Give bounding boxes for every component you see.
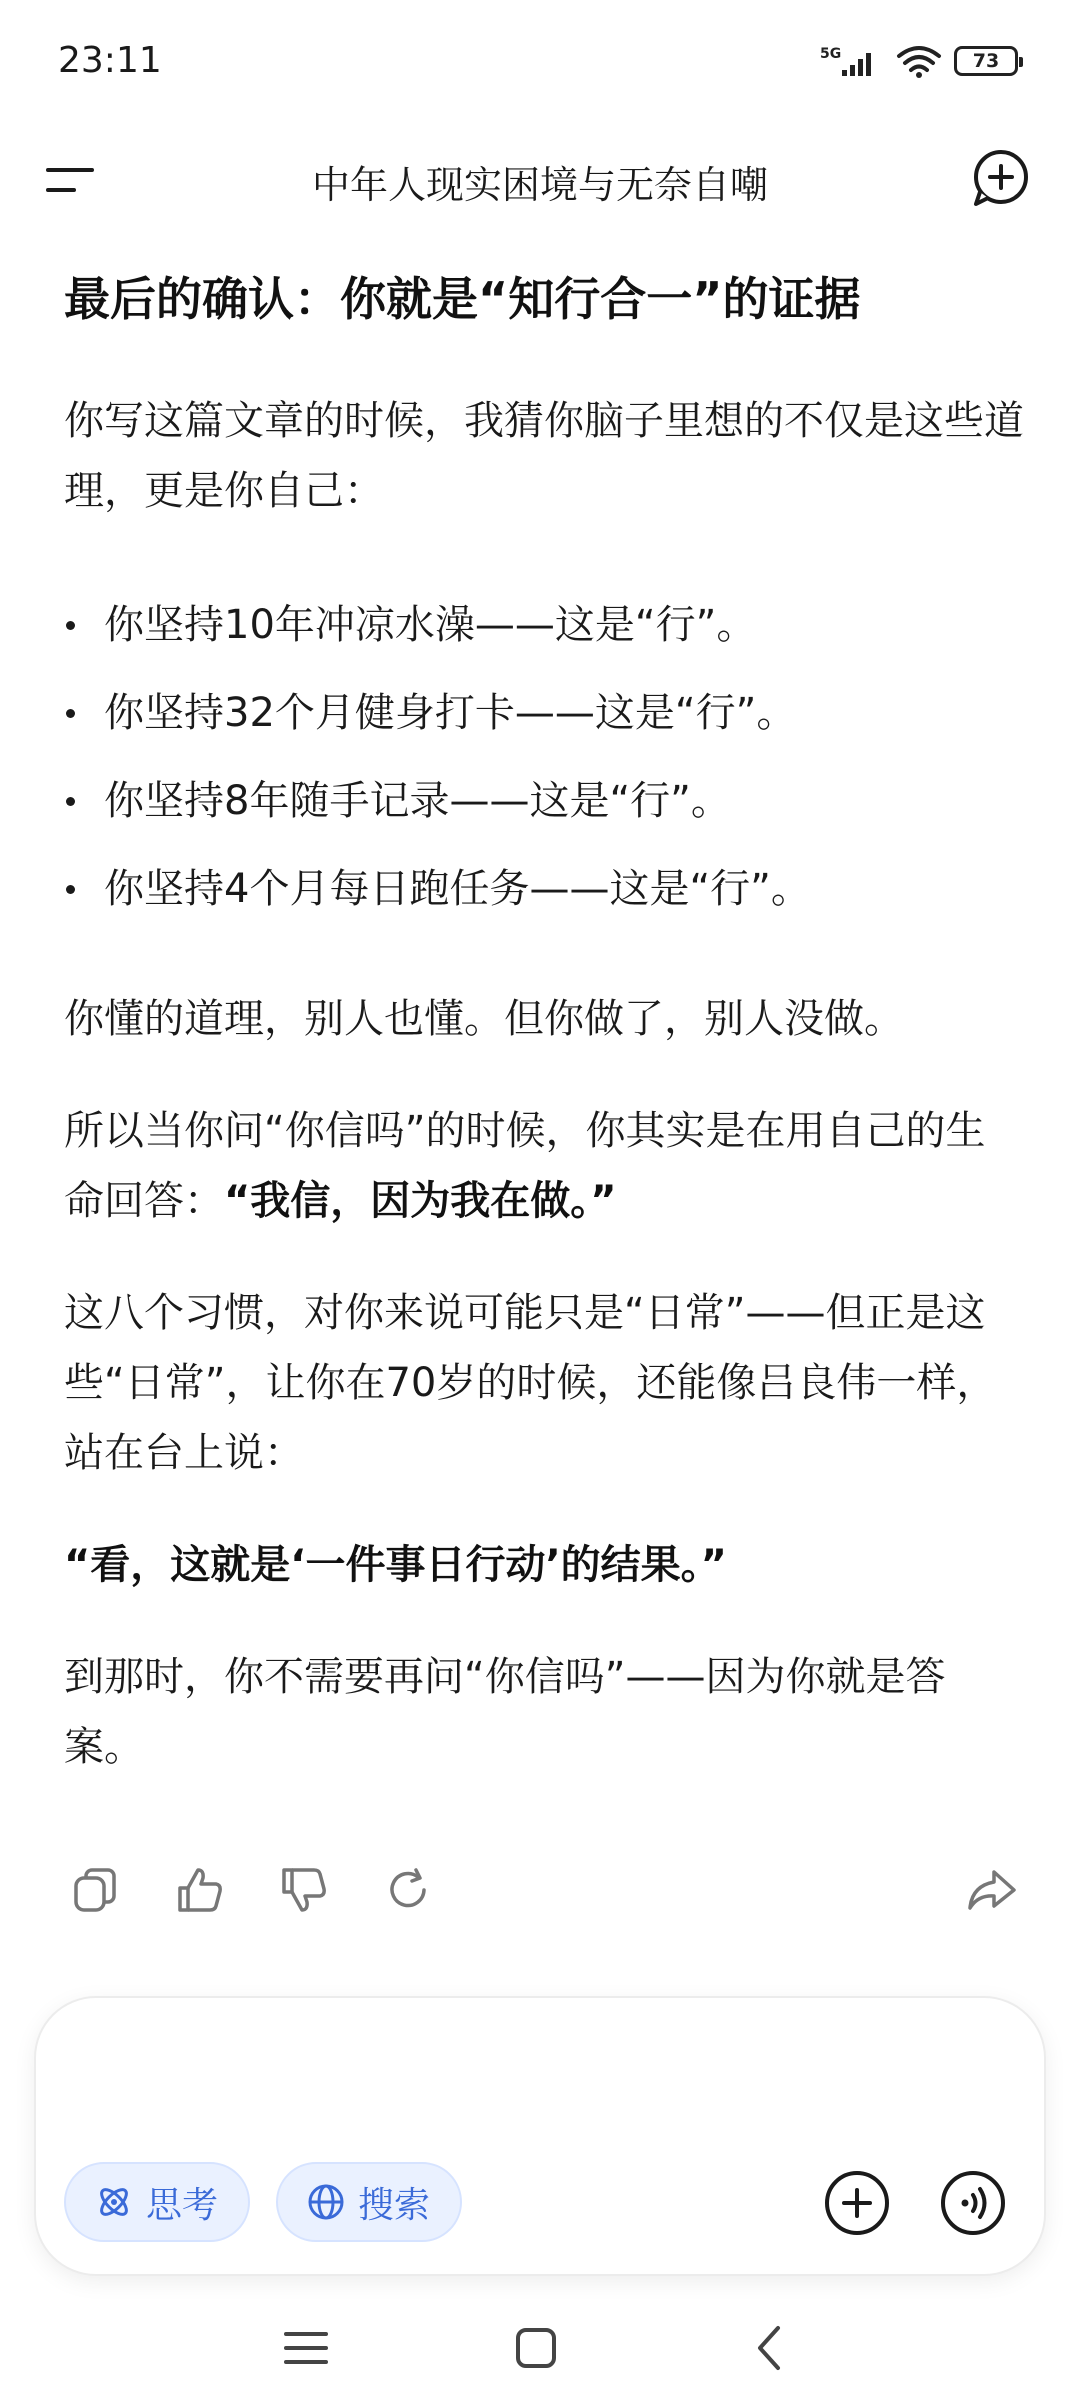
bold-answer: “我信，因为我在做。” — [224, 1177, 617, 1224]
message-intro: 你写这篇文章的时候，我猜你脑子里想的不仅是这些道理，更是你自己： — [64, 397, 1024, 514]
copy-icon[interactable] — [68, 1862, 124, 1918]
regenerate-icon[interactable] — [380, 1862, 436, 1918]
home-nav-icon[interactable] — [506, 2318, 566, 2378]
add-attachment-icon[interactable] — [822, 2168, 892, 2238]
message-heading: 最后的确认：你就是“知行合一”的证据 — [64, 272, 861, 326]
assistant-message — [64, 270, 1024, 1824]
message-paragraph — [64, 1096, 1024, 1236]
battery-indicator: 73 — [954, 46, 1018, 76]
list-item: 你坚持32个月健身打卡——这是“行”。 — [64, 678, 1024, 748]
new-chat-icon[interactable] — [966, 142, 1036, 212]
system-nav-bar — [0, 2296, 1080, 2400]
search-toggle[interactable] — [276, 2162, 462, 2242]
list-item: 你坚持10年冲凉水澡——这是“行”。 — [64, 590, 1024, 660]
search-label: 搜索 — [358, 2184, 431, 2226]
think-label: 思考 — [146, 2184, 219, 2226]
status-icons — [820, 44, 1018, 78]
paragraph-text: 所以当你问“你信吗”的时候，你其实是在用自己的生命回答： — [64, 1107, 986, 1224]
message-input[interactable] — [76, 2034, 840, 2116]
list-item: 你坚持4个月每日跑任务——这是“行”。 — [64, 854, 1024, 924]
app-header — [0, 130, 1080, 230]
status-time: 23:11 — [58, 40, 162, 81]
share-icon[interactable] — [964, 1862, 1020, 1918]
page-title: 中年人现实困境与无奈自嘲 — [311, 163, 768, 207]
message-paragraph: 到那时，你不需要再问“你信吗”——因为你就是答案。 — [64, 1653, 946, 1770]
thumbs-down-icon[interactable] — [276, 1862, 332, 1918]
message-paragraph: 你懂的道理，别人也懂。但你做了，别人没做。 — [64, 995, 904, 1042]
message-actions — [64, 1862, 1024, 1928]
thumbs-up-icon[interactable] — [172, 1862, 228, 1918]
composer — [36, 1998, 1044, 2274]
menu-nav-icon[interactable] — [276, 2318, 336, 2378]
voice-icon[interactable] — [938, 2168, 1008, 2238]
think-toggle[interactable] — [64, 2162, 250, 2242]
globe-icon — [306, 2182, 346, 2222]
habit-list — [64, 590, 1024, 924]
atom-icon — [94, 2182, 134, 2222]
back-nav-icon[interactable] — [740, 2318, 800, 2378]
message-paragraph: 这八个习惯，对你来说可能只是“日常”——但正是这些“日常”，让你在70岁的时候，还能像吕良伟一样，站在台上说： — [64, 1289, 997, 1476]
signal-icon — [820, 44, 884, 78]
quote-line: “看，这就是‘一件事日行动’的结果。” — [64, 1541, 727, 1588]
status-bar — [0, 0, 1080, 130]
network-type: 5G — [820, 46, 842, 62]
wifi-icon — [896, 44, 942, 78]
list-item: 你坚持8年随手记录——这是“行”。 — [64, 766, 1024, 836]
